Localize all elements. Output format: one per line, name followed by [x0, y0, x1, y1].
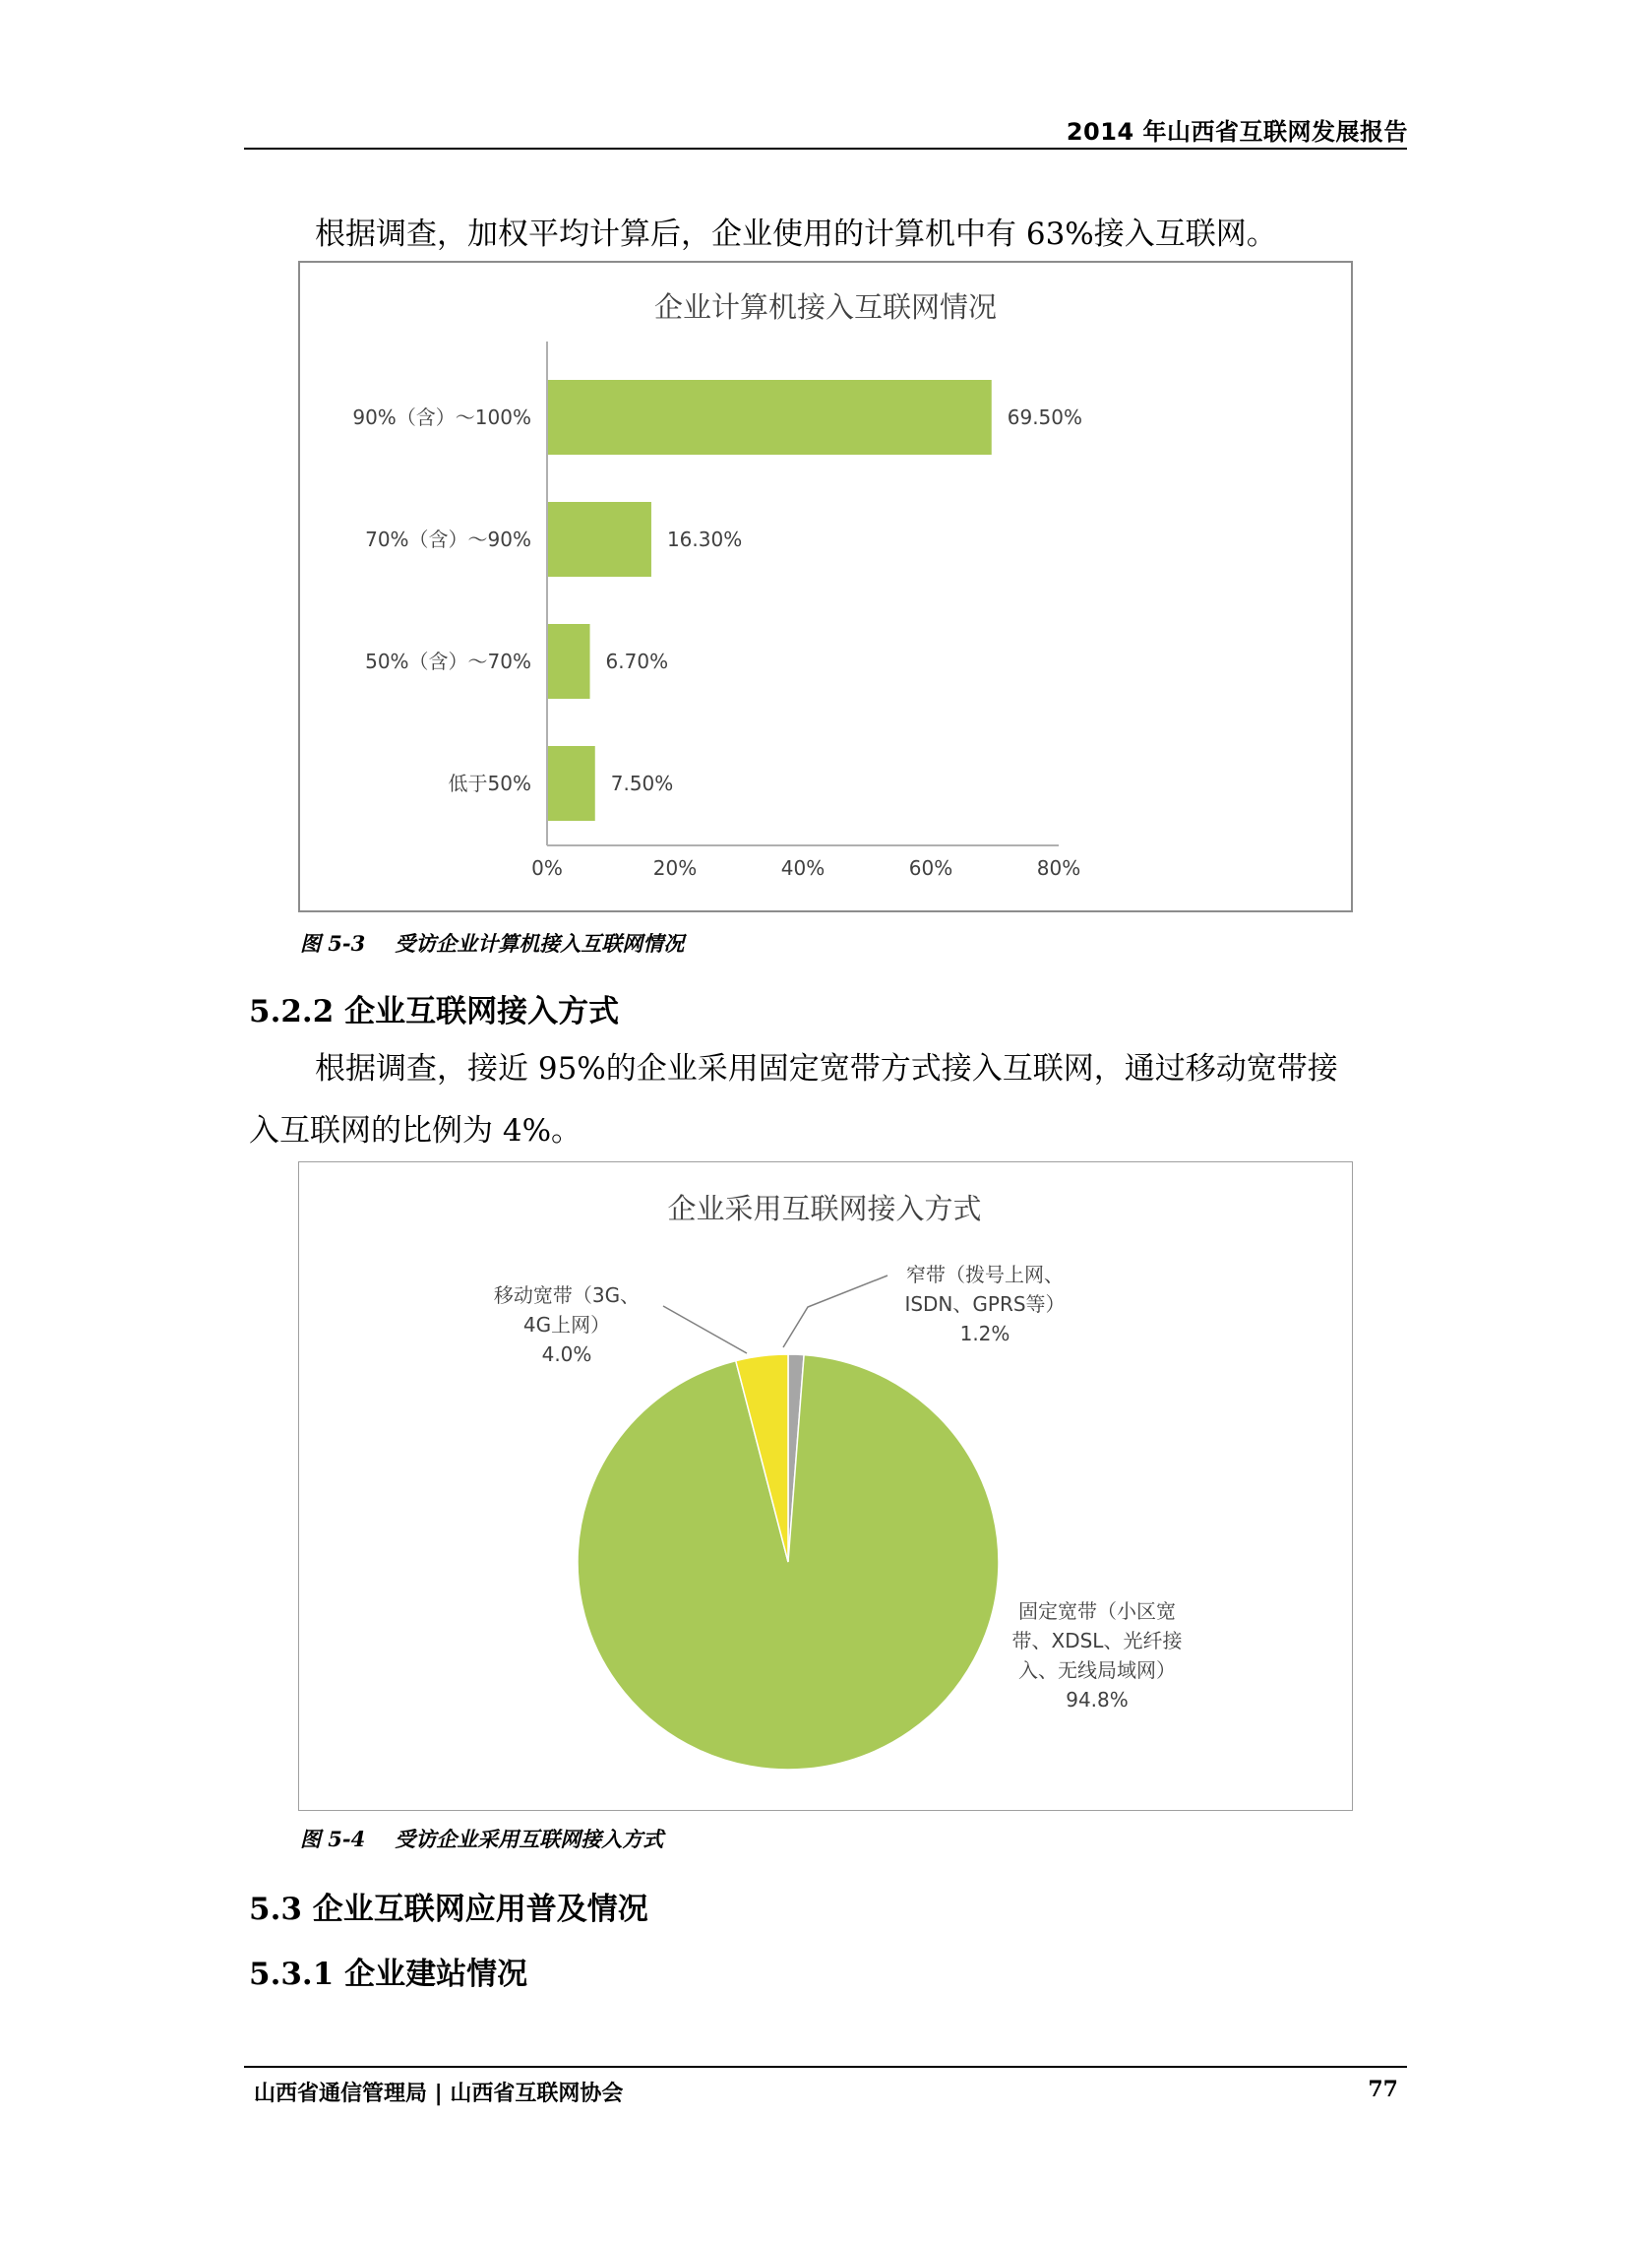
page-number: 77 [1368, 2077, 1398, 2102]
figure-5-3-text: 受访企业计算机接入互联网情况 [395, 931, 685, 956]
pie-chart-title: 企业采用互联网接入方式 [667, 1192, 982, 1225]
footer-publisher: 山西省通信管理局 | 山西省互联网协会 [254, 2082, 624, 2106]
paragraph-access-method-line2: 入互联网的比例为 4%。 [249, 1113, 582, 1149]
bar-chart-title: 企业计算机接入互联网情况 [653, 290, 998, 324]
paragraph-computer-access: 根据调查，加权平均计算后，企业使用的计算机中有 63%接入互联网。 [315, 217, 1277, 252]
bar-value-label-2: 6.70% [605, 650, 669, 673]
footer-rule [244, 2066, 1407, 2068]
x-tick-label-0: 0% [531, 856, 563, 880]
figure-5-4-number: 图 5-4 [300, 1827, 366, 1851]
pie-chart-frame [298, 1161, 1353, 1811]
header-rule [244, 148, 1407, 150]
bar-value-label-1: 16.30% [666, 528, 743, 551]
x-tick-label-2: 40% [780, 856, 826, 880]
pie-label-1-line-1: 带、XDSL、光纤接 [1011, 1629, 1183, 1652]
pie-label-1-line-2: 入、无线局域网） [1018, 1658, 1176, 1682]
pie-label-0-line-0: 窄带（拨号上网、 [906, 1263, 1064, 1286]
x-tick-label-3: 60% [908, 856, 953, 880]
bar-0 [548, 380, 992, 455]
section-heading-5-3-1: 5.3.1 企业建站情况 [249, 1957, 528, 1992]
pie-leader-line-2 [663, 1306, 747, 1353]
figure-5-4-text: 受访企业采用互联网接入方式 [395, 1827, 664, 1851]
section-heading-5-3: 5.3 企业互联网应用普及情况 [249, 1892, 648, 1927]
report-header-title: 2014 年山西省互联网发展报告 [1066, 118, 1408, 146]
figure-5-3-caption [300, 928, 684, 958]
bar-3 [548, 746, 595, 821]
bar-value-label-0: 69.50% [1007, 405, 1083, 429]
pie-label-2-line-0: 移动宽带（3G、 [493, 1283, 641, 1307]
figure-5-3-number: 图 5-3 [300, 931, 366, 956]
pie-label-0-line-2: 1.2% [959, 1322, 1010, 1345]
paragraph-access-method-line1: 根据调查，接近 95%的企业采用固定宽带方式接入互联网，通过移动宽带接 [315, 1051, 1338, 1087]
pie-leader-line-0 [783, 1276, 887, 1347]
bar-value-label-3: 7.50% [610, 772, 674, 795]
bar-chart [300, 263, 1351, 910]
bar-1 [548, 502, 651, 577]
section-heading-5-2-2: 5.2.2 企业互联网接入方式 [249, 994, 620, 1029]
bar-category-label-2: 50%（含）～70% [365, 650, 531, 673]
x-tick-label-4: 80% [1036, 856, 1081, 880]
bar-chart-frame [298, 261, 1353, 912]
pie-label-2-line-1: 4G上网） [522, 1313, 611, 1337]
pie-label-0-line-1: ISDN、GPRS等） [904, 1292, 1066, 1316]
pie-label-2-line-2: 4.0% [541, 1342, 592, 1366]
bar-category-label-0: 90%（含）～100% [352, 405, 531, 429]
bar-2 [548, 624, 590, 699]
pie-chart [299, 1162, 1352, 1810]
figure-5-4-caption [300, 1824, 663, 1853]
x-tick-label-1: 20% [652, 856, 698, 880]
pie-label-1-line-3: 94.8% [1066, 1688, 1129, 1712]
bar-category-label-1: 70%（含）～90% [365, 528, 531, 551]
pie-label-1-line-0: 固定宽带（小区宽 [1018, 1599, 1176, 1623]
bar-category-label-3: 低于50% [448, 772, 531, 795]
